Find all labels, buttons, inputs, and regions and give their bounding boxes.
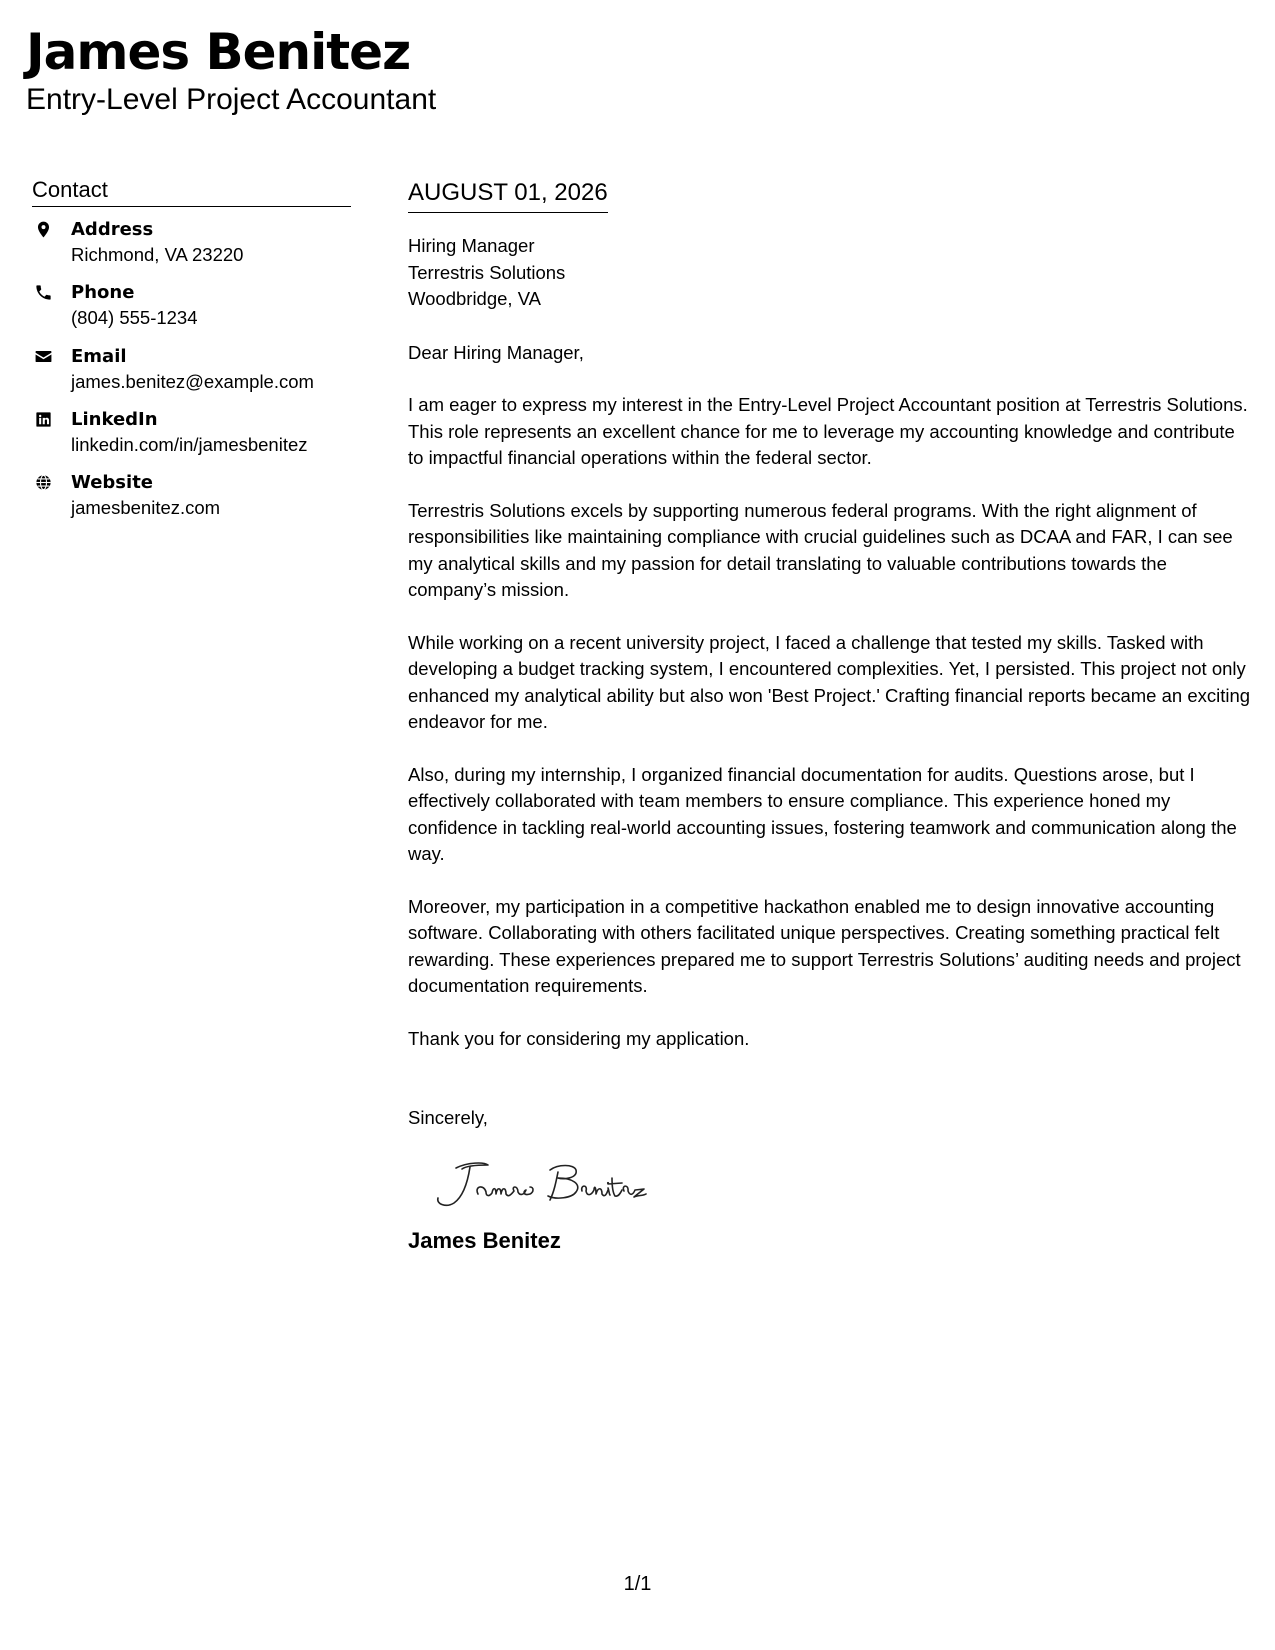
- contact-value: jamesbenitez.com: [71, 497, 221, 519]
- recipient-line: Woodbridge, VA: [408, 288, 542, 309]
- letter-date: AUGUST 01, 2026: [408, 176, 608, 213]
- handwritten-signature: [426, 1156, 666, 1216]
- linkedin-icon: [34, 410, 53, 429]
- contact-item-website: [32, 470, 351, 533]
- letter-paragraph: Also, during my internship, I organized financial documentation for audits. Questions arose, but I effectively collaborated with team members to ensure compliance. This experience honed my confidence in tackling real-world accounting issues, fostering teamwork and communication along the way.: [408, 763, 1237, 864]
- contact-heading: Contact: [32, 176, 351, 207]
- contact-label: Email: [71, 345, 127, 367]
- phone-icon: [34, 283, 53, 302]
- recipient-line: Terrestris Solutions: [408, 261, 566, 283]
- map-pin-icon: [34, 220, 53, 239]
- contact-sidebar: [32, 176, 351, 533]
- contact-label: LinkedIn: [71, 408, 158, 430]
- letter-paragraph: Terrestris Solutions excels by supporting numerous federal programs. With the right alignment of responsibilities like maintaining compliance with crucial guidelines such as DCAA and FAR, I can see my analytical skills and my passion for detail translating to valuable contributions towards the company’s mission.: [408, 499, 1233, 600]
- closing: Sincerely,: [408, 1107, 488, 1128]
- page-number: 1/1: [623, 1573, 652, 1595]
- letter-paragraph: While working on a recent university project, I faced a challenge that tested my skills. Tasked with developing a budget tracking system, I encountered complexities. Yet, I persisted. This project not only enhanced my analytical ability but also won 'Best Project.' Crafting financial reports became an exciting endeavor for me.: [408, 631, 1251, 732]
- letter-paragraph: I am eager to express my interest in the Entry-Level Project Accountant position at Terrestris Solutions. This role represents an excellent chance for me to leverage my accounting knowledge and contribute to impactful financial operations within the federal sector.: [408, 394, 1248, 468]
- job-title: Entry-Level Project Accountant: [26, 83, 437, 116]
- contact-value: linkedin.com/in/jamesbenitez: [71, 433, 308, 455]
- contact-item-linkedin: [32, 407, 351, 470]
- contact-item-email: [32, 344, 351, 407]
- letter-paragraph: Thank you for considering my application.: [408, 1027, 750, 1049]
- recipient-line: Hiring Manager: [408, 235, 535, 256]
- signer-name: James Benitez: [408, 1227, 561, 1253]
- applicant-name: James Benitez: [26, 23, 411, 81]
- resume-header: [26, 22, 436, 118]
- contact-value: (804) 555-1234: [71, 307, 198, 329]
- letter-body: [408, 176, 1253, 1256]
- globe-icon: [34, 473, 53, 492]
- recipient-block: [408, 233, 1253, 313]
- contact-value: james.benitez@example.com: [71, 370, 314, 392]
- salutation: Dear Hiring Manager,: [408, 341, 584, 363]
- contact-label: Website: [71, 472, 154, 494]
- contact-label: Phone: [71, 282, 135, 304]
- contact-item-address: [32, 217, 351, 280]
- contact-label: Address: [71, 219, 154, 240]
- contact-list: [32, 217, 351, 533]
- envelope-icon: [34, 347, 53, 366]
- letter-paragraph: Moreover, my participation in a competitive hackathon enabled me to design innovative accounting software. Collaborating with others facilitated unique perspectives. Creating something practical felt rewarding. These experiences prepared me to support Terrestris Solutions’ auditing needs and project documentation requirements.: [408, 895, 1241, 996]
- contact-value: Richmond, VA 23220: [71, 244, 244, 265]
- contact-item-phone: [32, 280, 351, 343]
